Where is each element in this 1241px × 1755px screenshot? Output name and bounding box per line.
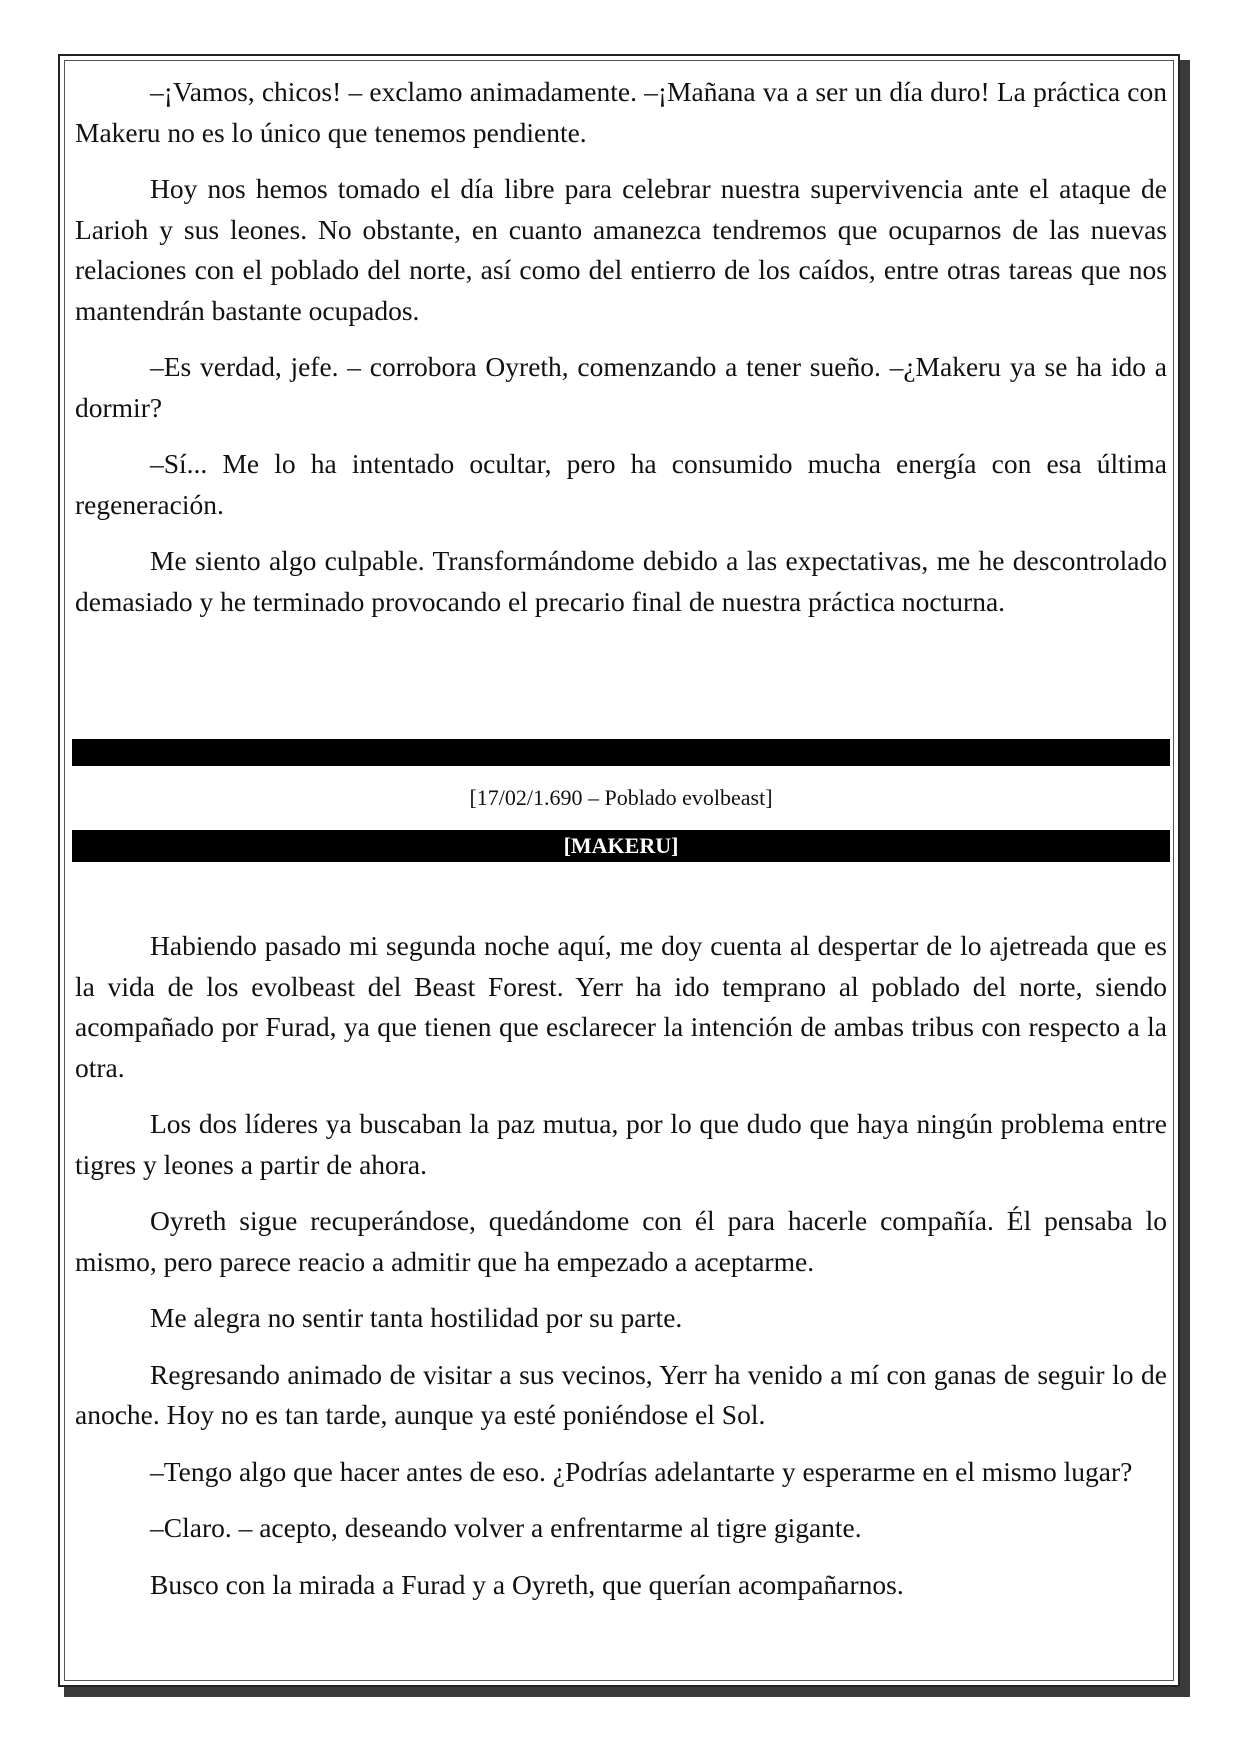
paragraph: Habiendo pasado mi segunda noche aquí, me doy cuenta al despertar de lo ajetreada que es la vida de los evolbeast del Beast Forest. Yerr ha ido temprano al poblado del norte, siendo acompañado por Furad, ya que tienen que esclarecer la intención de ambas tribus con respecto a la otra. <box>75 930 1167 1083</box>
pov-character-banner: [MAKERU] <box>72 830 1170 862</box>
paragraph: Me alegra no sentir tanta hostilidad por su parte. <box>150 1302 683 1333</box>
text-block-2 <box>75 926 1167 1605</box>
paragraph: –Claro. – acepto, deseando volver a enfrentarme al tigre gigante. <box>150 1512 862 1543</box>
paragraph: Hoy nos hemos tomado el día libre para celebrar nuestra supervivencia ante el ataque de Larioh y sus leones. No obstante, en cuanto amanezca tendremos que ocuparnos de las nuevas relaciones con el poblado del norte, así como del entierro de los caídos, entre otras tareas que nos mantendrán bastante ocupados. <box>75 173 1167 326</box>
paragraph: Regresando animado de visitar a sus vecinos, Yerr ha venido a mí con ganas de seguir lo de anoche. Hoy no es tan tarde, aunque ya esté poniéndose el Sol. <box>75 1358 1167 1430</box>
paragraph: –Es verdad, jefe. – corrobora Oyreth, comenzando a tener sueño. –¿Makeru ya se ha ido a dormir? <box>75 351 1167 423</box>
text-block-1 <box>75 72 1167 622</box>
paragraph: Me siento algo culpable. Transformándome debido a las expectativas, me he descontrolado demasiado y he terminado provocando el precario final de nuestra práctica nocturna. <box>75 545 1167 617</box>
paragraph: –Sí... Me lo ha intentado ocultar, pero ha consumido mucha energía con esa última regeneración. <box>75 448 1167 520</box>
paragraph: –Tengo algo que hacer antes de eso. ¿Podrías adelantarte y esperarme en el mismo lugar? <box>150 1455 1133 1487</box>
paragraph: Los dos líderes ya buscaban la paz mutua, por lo que dudo que haya ningún problema entre tigres y leones a partir de ahora. <box>75 1108 1167 1180</box>
paragraph: Oyreth sigue recuperándose, quedándome con él para hacerle compañía. Él pensaba lo mismo, pero parece reacio a admitir que ha empezado a aceptarme. <box>75 1205 1167 1277</box>
section-divider-bar <box>72 739 1170 766</box>
paragraph: Busco con la mirada a Furad y a Oyreth, que querían acompañarnos. <box>150 1568 904 1600</box>
scene-date-location: [17/02/1.690 – Poblado evolbeast] <box>469 785 773 810</box>
paragraph: –¡Vamos, chicos! – exclamo animadamente. –¡Mañana va a ser un día duro! La práctica con Makeru no es lo único que tenemos pendiente. <box>75 76 1167 148</box>
